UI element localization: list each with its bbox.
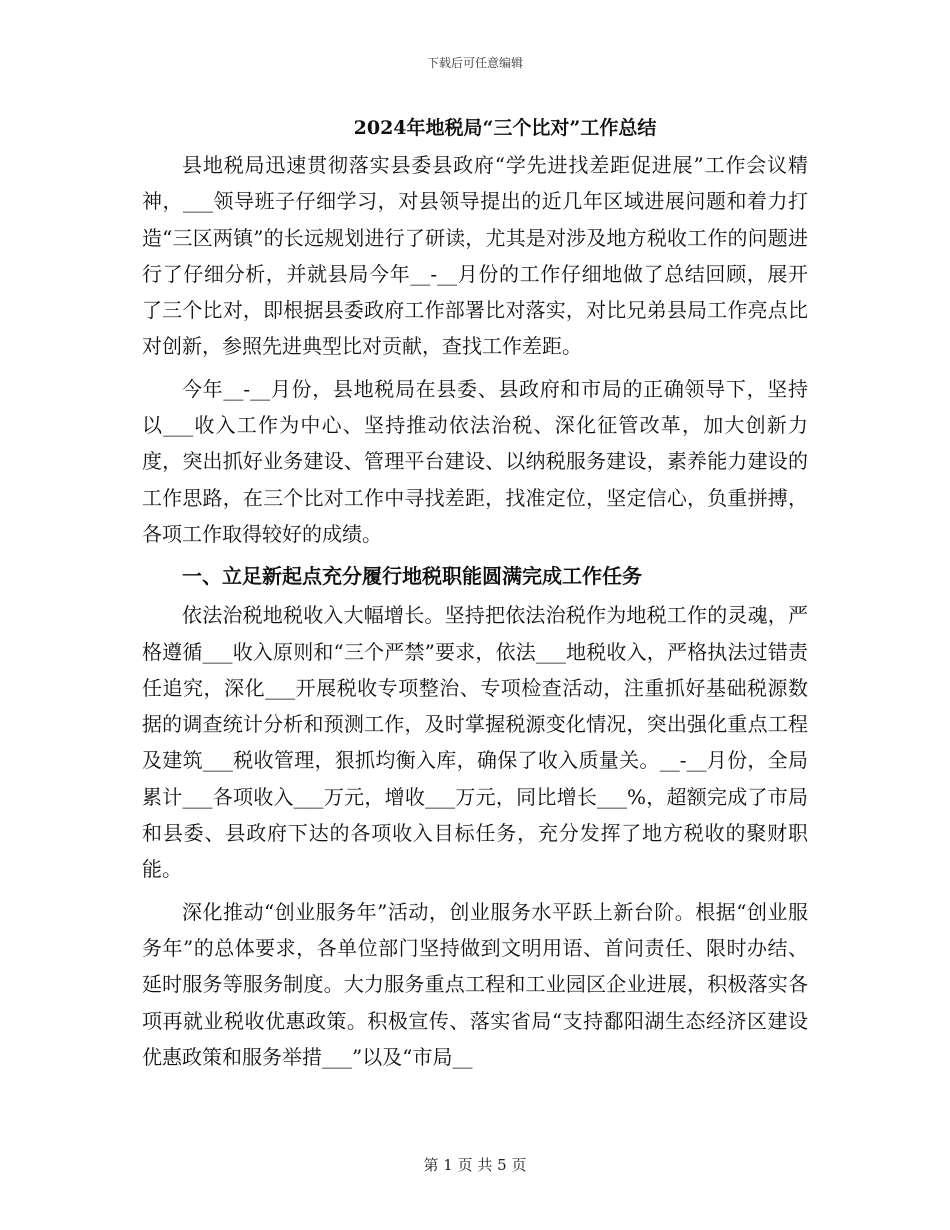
paragraph-intro: 县地税局迅速贯彻落实县委县政府“学先进找差距促进展”工作会议精神，___领导班子仔细学习，对县领导提出的近几年区域进展问题和着力打造“三区两镇”的长远规划进行了研读，尤其是对涉及地方税收工作的问题进行了仔细分析，并就县局今年__-__月份的工作仔细地做了总结回顾，展开了三个比对，即根据县委政府工作部署比对落实，对比兄弟县局工作亮点比对创新，参照先进典型比对贡献，查找工作差距。	[142, 153, 808, 359]
document-title: 2024年地税局“三个比对”工作总结	[353, 117, 657, 139]
paragraph-tax-revenue: 依法治税地税收入大幅增长。坚持把依法治税作为地税工作的灵魂，严格遵循___收入原则和“三个严禁”要求，依法___地税收入，严格执法过错责任追究，深化___开展税收专项整治、专项检查活动，注重抓好基础税源数据的调查统计分析和预测工作，及时掌握税源变化情况，突出强化重点工程及建筑___税收管理，狠抓均衡入库，确保了收入质量关。__-__月份，全局累计___各项收入___万元，增收___万元，同比增长___%，超额完成了市局和县委、县政府下达的各项收入目标任务，充分发挥了地方税收的聚财职能。	[142, 603, 808, 882]
download-note: 下载后可任意编辑	[426, 56, 523, 70]
document-body	[142, 112, 808, 1081]
page-number: 第 1 页 共 5 页	[423, 1156, 527, 1174]
paragraph-service-year: 深化推动“创业服务年”活动，创业服务水平跃上新台阶。根据“创业服务年”的总体要求，各单位部门坚持做到文明用语、首问责任、限时办结、延时服务等服务制度。大力服务重点工程和工业园区企业进展，积极落实各项再就业税收优惠政策。积极宣传、落实省局“支持鄱阳湖生态经济区建设优惠政策和服务举措___”以及“市局__	[142, 899, 808, 1069]
section-heading-1: 一、立足新起点充分履行地税职能圆满完成工作任务	[182, 564, 642, 589]
paragraph-summary: 今年__-__月份，县地税局在县委、县政府和市局的正确领导下，坚持以___收入工作为中心、坚持推动依法治税、深化征管改革，加大创新力度，突出抓好业务建设、管理平台建设、以纳税服务建设，素养能力建设的工作思路，在三个比对工作中寻找差距，找准定位，坚定信心，负重拼搏，各项工作取得较好的成绩。	[142, 376, 808, 546]
